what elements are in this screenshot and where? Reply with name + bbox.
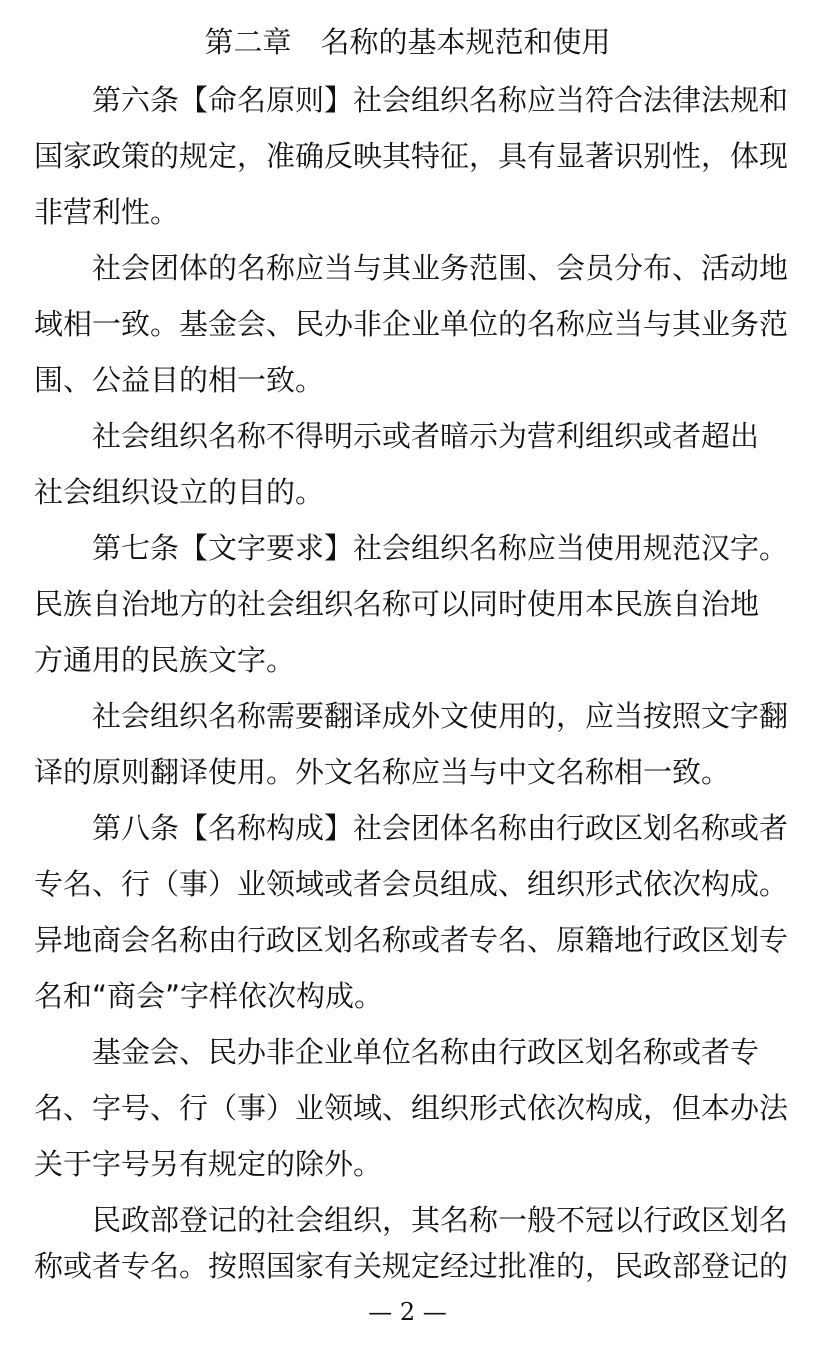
text-line: 社会团体的名称应当与其业务范围、会员分布、活动地 [92, 251, 789, 285]
text-line: 社会组织设立的目的。 [34, 475, 325, 509]
text-line: 名和“商会”字样依次构成。 [34, 979, 384, 1013]
text-line: 民族自治地方的社会组织名称可以同时使用本民族自治地 [34, 587, 760, 621]
text-line: 国家政策的规定，准确反映其特征，具有显著识别性，体现 [34, 139, 789, 173]
page-number: — 2 — [368, 1298, 447, 1326]
text-line: 方通用的民族文字。 [34, 643, 296, 677]
text-line: 异地商会名称由行政区划名称或者专名、原籍地行政区划专 [34, 923, 789, 957]
text-line: 域相一致。基金会、民办非企业单位的名称应当与其业务范 [34, 307, 789, 341]
text-line: 第七条【文字要求】社会组织名称应当使用规范汉字。 [92, 531, 789, 565]
text-line: 译的原则翻译使用。外文名称应当与中文名称相一致。 [34, 755, 731, 789]
text-line: 社会组织名称不得明示或者暗示为营利组织或者超出 [92, 419, 760, 453]
text-line: 非营利性。 [34, 195, 180, 229]
text-line: 第八条【名称构成】社会团体名称由行政区划名称或者 [92, 811, 789, 845]
text-line: 专名、行（事）业领域或者会员组成、组织形式依次构成。 [34, 867, 789, 901]
text-line: 民政部登记的社会组织，其名称一般不冠以行政区划名 [92, 1203, 789, 1237]
text-line: 基金会、民办非企业单位名称由行政区划名称或者专 [92, 1035, 760, 1069]
chapter-title: 第二章 名称的基本规范和使用 [204, 25, 611, 59]
text-line: 称或者专名。按照国家有关规定经过批准的，民政部登记的 [34, 1249, 789, 1283]
text-line: 第六条【命名原则】社会组织名称应当符合法律法规和 [92, 83, 789, 117]
text-line: 名、字号、行（事）业领域、组织形式依次构成，但本办法 [34, 1091, 789, 1125]
text-line: 关于字号另有规定的除外。 [34, 1147, 383, 1181]
text-line: 社会组织名称需要翻译成外文使用的，应当按照文字翻 [92, 699, 789, 733]
text-line: 围、公益目的相一致。 [34, 363, 325, 397]
